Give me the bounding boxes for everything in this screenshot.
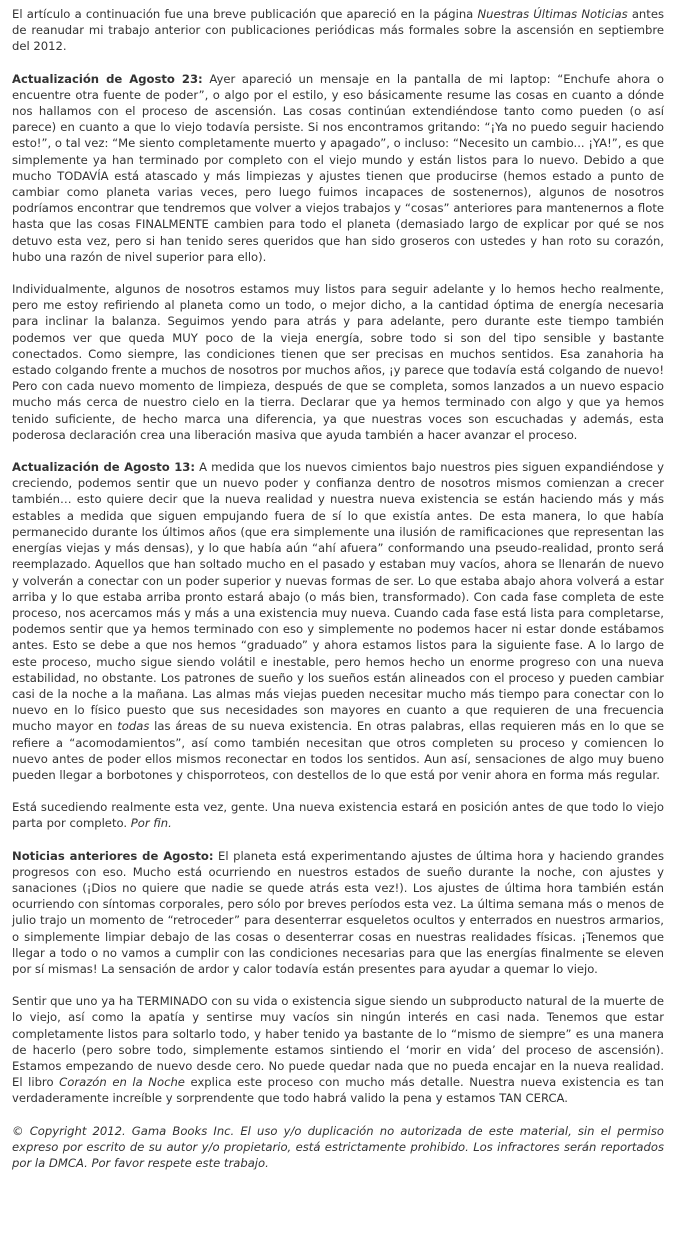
individual-text: Individualmente, algunos de nosotros estamos muy listos para seguir adelante y lo hemos hecho realmente, pero me estoy refiriendo al planeta como un todo, o mejor dicho, a la cantidad óptima de energía necesaria para inclinar la balanza. Seguimos yendo para atrás y para adelante, pero durante este tiempo también podemos ver que queda MUY poco de la vieja energía, sobre todo si son del tipo sensible y bastante conectados. Como siempre, las condiciones tienen que ser precisas en muchos sentidos. Esa zanahoria ha estado colgando frente a muchos de nosotros por muchos años, ¡y parece que todavía está colgando de nuevo! Pero con cada nuevo momento de limpieza, después de que se completa, somos lanzados a un nuevo espacio mucho más cerca de nuestro cielo en la tierra. Declarar que ya hemos terminado con algo y que ya hemos tenido suficiente, de hecho marca una diferencia, ya que nuestras voces son escuchadas y además, esta poderosa declaración crea una liberación masiva que ayuda también a hacer avanzar el proceso.: [12, 282, 664, 442]
aug13-text-a: A medida que los nuevos cimientos bajo nuestros pies siguen expandiéndose y creciendo, podemos sentir que un nuevo poder y confianza dentro de nosotros mismos comienzan a crecer también… esto quiere decir que la nueva realidad y nuestra nueva existencia se están haciendo más y más estables a medida que siguen empujando fuera de sí lo que existía antes. De esta manera, lo que había permanecido durante los últimos años (que era simplemente una ilusión de ramificaciones que representan las energías viejas y más densas), y lo que había aún “ahí afuera” conformando una pseudo-realidad, pronto será reemplazado. Aquellos que han soltado mucho en el pasado y estaban muy vacíos, ahora se llenarán de nuevo y volverán a conectar con un poder superior y nuevas formas de ser. Lo que estaba abajo ahora volverá a estar arriba y lo que estaba arriba pronto estará abajo (o más bien, transformado). Con cada fase completa de este proceso, nos acercamos más y más a una existencia muy nueva. Cuando cada fase está lista para completarse, podemos sentir que ya hemos terminado con eso y simplemente no podemos hacer ni estar donde estábamos antes. Esto se debe a que nos hemos “graduado” y ahora estamos listos para la siguiente fase. A lo largo de este proceso, mucho sigue siendo volátil e inestable, pero hemos hecho un enorme progreso con una nueva estabilidad, no obstante. Los patrones de sueño y los sueños están alineados con el proceso y pueden cambiar casi de la noche a la mañana. Las almas más viejas pueden necesitar mucho más tiempo para conectar con lo nuevo en lo físico puesto que sus necesidades son mayores en cuanto a que requieren de una frecuencia mucho mayor en: [12, 460, 664, 734]
finished-text-a: Sentir que uno ya ha TERMINADO con su vida o existencia sigue siendo un subproducto natural de la muerte de lo viejo, así como la apatía y sentirse muy vacíos sin ningún interés en casi nada. Tenemos que estar completamente listos para soltarlo todo, y haber tenido ya bastante de lo “mismo de siempre” es una manera de hacerlo (pero sobre todo, simplemente estamos sintiendo el ‘morir en vida’ del proceso de ascensión). Estamos empezando de nuevo desde cero. No puede quedar nada que no pueda encajar en la nueva realidad. El libro: [12, 994, 664, 1090]
site-name: Nuestras Últimas Noticias: [477, 7, 628, 21]
intro-text-a: El artículo a continuación fue una breve publicación que apareció en la página: [12, 7, 478, 21]
aug13-text-b: las áreas de su nueva existencia. En otras palabras, ellas requieren más en lo que se refiere a “acomodamientos”, así como también necesitan que otros completen su proceso y comiencen lo nuevo antes de poder ellos mismos reconectar en todos los sentidos. Aun así, sensaciones de algo muy bueno pueden llegar a borbotones y chisporroteos, con destellos de lo que está por venir ahora en forma más regular.: [12, 719, 664, 782]
book-title: Corazón en la Noche: [59, 1075, 185, 1090]
aug23-heading: Actualización de Agosto 23:: [12, 71, 203, 86]
previous-text: El planeta está experimentando ajustes de última hora y haciendo grandes progresos con eso. Mucho está ocurriendo en nuestros estados de sueño durante la noche, con ajustes y sanaciones (¡Dios no quiere que nadie se quede atrás esta vez!). Los ajustes de última hora también están ocurriendo con síntomas corporales, pero sólo por breves períodos esta vez. La última semana más o menos de julio trajo un momento de “retroceder” para desenterrar esqueletos ocultos y enterrados en nuestros armarios, o simplemente limpiar debajo de las cosas o desenterrar cosas en nuestras realidades físicas. ¡Tenemos que llegar a todo o no vamos a cumplir con las condiciones necesarias para que las energías finalmente se eleven por sí mismas! La sensación de ardor y calor todavía están presentes para ayudar a quemar lo viejo.: [12, 848, 664, 976]
happening-emphasis: Por fin.: [130, 816, 172, 831]
intro-text-b: antes de reanudar mi trabajo anterior con publicaciones periódicas más formales sobre la ascensión en septiembre del 2012.: [12, 7, 664, 54]
aug13-emphasis: todas: [117, 719, 150, 734]
previous-heading: Noticias anteriores de Agosto:: [12, 848, 214, 863]
happening-paragraph: [12, 799, 664, 831]
happening-text: Está sucediendo realmente esta vez, gente. Una nueva existencia estará en posición antes de que todo lo viejo parta por completo.: [12, 800, 664, 831]
intro-paragraph: [12, 6, 664, 55]
copyright-notice: © Copyright 2012. Gama Books Inc. El uso y/o duplicación no autorizada de este material, sin el permiso expreso por escrito de su autor y/o propietario, está estrictamente prohibido. Los infractores serán reportados por la DMCA. Por favor respete este trabajo.: [12, 1123, 664, 1170]
finished-paragraph: [12, 993, 664, 1106]
aug13-paragraph: [12, 459, 664, 783]
aug13-heading: Actualización de Agosto 13:: [12, 460, 195, 475]
finished-text-b: explica este proceso con mucho más detalle. Nuestra nueva existencia es tan verdaderamente increíble y sorprendente que todo habrá valido la pena y estamos TAN CERCA.: [12, 1075, 664, 1106]
previous-paragraph: [12, 848, 664, 978]
aug23-paragraph: [12, 71, 664, 265]
individual-paragraph: [12, 281, 664, 443]
aug23-text: Ayer apareció un mensaje en la pantalla de mi laptop: “Enchufe ahora o encuentre otra fuente de poder”, o algo por el estilo, y eso básicamente resume las cosas en cuanto a dónde nos hallamos con el proceso de ascensión. Las cosas continúan extendiéndose tanto como pueden (o así parece) en cuanto a que lo viejo todavía persiste. Si nos encontramos gritando: “¡Ya no puedo seguir haciendo esto!”, o tal vez: “Me siento completamente muerto y apagado”, o incluso: “Necesito un cambio... ¡YA!”, es que simplemente ya han terminado por completo con el viejo mundo y están listos para lo nuevo. Debido a que mucho TODAVÍA está atascado y más limpiezas y ajustes tienen que producirse (hemos estado a punto de cambiar como planeta varias veces, pero luego fuimos incapaces de sostenernos), algunos de nosotros podríamos encontrar que tendremos que volver a viejos trabajos y “cosas” anteriores para mantenernos a flote hasta que las cosas FINALMENTE cambien para todo el planeta (demasiado largo de explicar por qué se nos detuvo esta vez, pero si han tenido seres queridos que han sido groseros con ustedes y han roto su corazón, hubo una razón de nivel superior para ello).: [12, 71, 664, 264]
